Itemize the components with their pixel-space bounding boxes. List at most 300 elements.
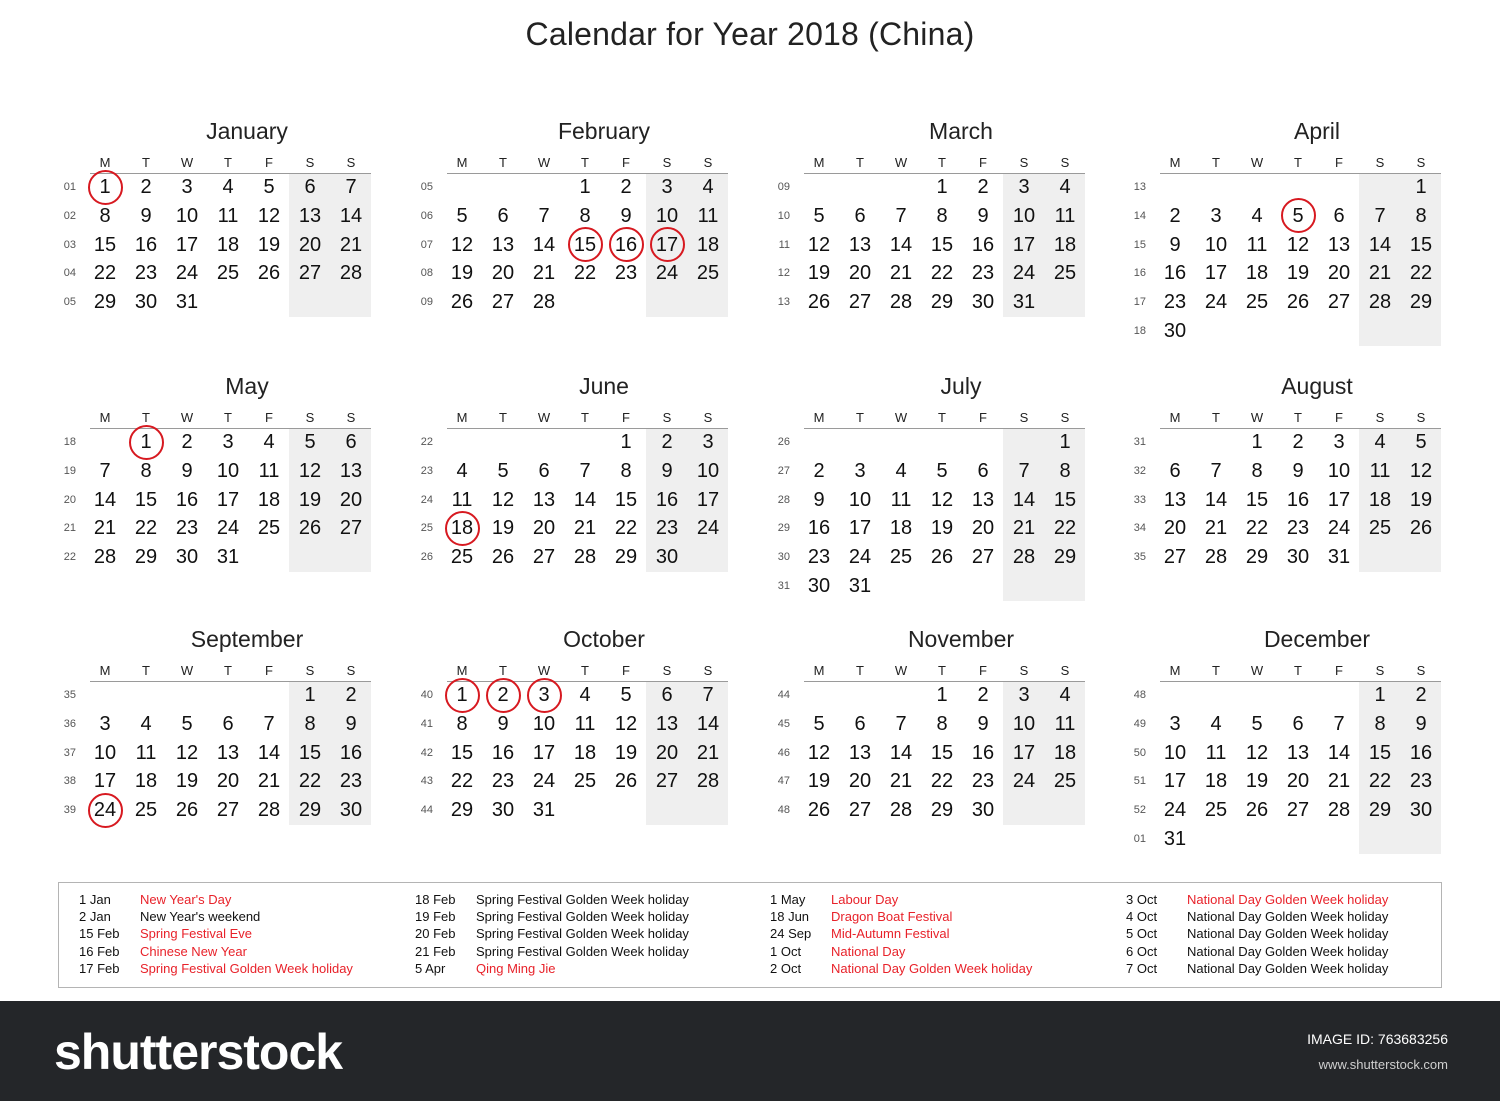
calendar-day: 22 bbox=[614, 517, 638, 540]
legend-date: 1 May bbox=[770, 892, 806, 907]
calendar-day: 3 bbox=[1169, 712, 1181, 735]
calendar-day: 31 bbox=[216, 546, 240, 569]
weekday-header: S bbox=[346, 410, 356, 425]
calendar-day: 16 bbox=[1286, 488, 1310, 511]
week-number: 50 bbox=[1133, 746, 1146, 759]
weekday-header: W bbox=[1250, 410, 1264, 425]
calendar-day: 15 bbox=[1368, 741, 1392, 764]
calendar-day: 16 bbox=[1163, 262, 1187, 285]
calendar-day: 9 bbox=[140, 204, 152, 227]
calendar-day: 13 bbox=[848, 233, 872, 256]
calendar-day: 5 bbox=[263, 176, 275, 198]
calendar-day: 20 bbox=[655, 741, 679, 764]
header-rule bbox=[804, 173, 1085, 174]
calendar-day: 6 bbox=[854, 204, 866, 227]
calendar-day: 31 bbox=[532, 799, 556, 822]
week-number: 45 bbox=[777, 717, 790, 730]
legend-holiday-name: National Day Golden Week holiday bbox=[1187, 943, 1389, 959]
calendar-day: 10 bbox=[1327, 459, 1351, 482]
calendar-day: 3 bbox=[1210, 204, 1222, 227]
calendar-day: 24 bbox=[1204, 291, 1228, 314]
calendar-day: 13 bbox=[1327, 233, 1351, 256]
week-number: 48 bbox=[1133, 689, 1146, 701]
calendar-day: 30 bbox=[1409, 799, 1433, 822]
holiday-date: 16 bbox=[606, 233, 646, 257]
week-number: 37 bbox=[63, 746, 76, 759]
weekday-header: T bbox=[581, 155, 589, 170]
calendar-day: 11 bbox=[1054, 712, 1076, 735]
weekday-header: T bbox=[499, 410, 507, 425]
week-number: 40 bbox=[420, 689, 433, 701]
calendar-day: 30 bbox=[339, 799, 363, 822]
calendar-day: 25 bbox=[1204, 799, 1228, 822]
calendar-day: 8 bbox=[936, 204, 948, 227]
calendar-day: 9 bbox=[345, 712, 357, 735]
weekday-header: S bbox=[662, 663, 672, 678]
holiday-date: 1 bbox=[442, 683, 482, 707]
calendar-day: 27 bbox=[491, 291, 515, 314]
calendar-day: 12 bbox=[450, 233, 474, 256]
calendar-day: 3 bbox=[1333, 431, 1345, 453]
calendar-day: 1 bbox=[620, 431, 632, 453]
calendar-day: 17 bbox=[1012, 741, 1036, 764]
month-january bbox=[62, 118, 402, 368]
calendar-day: 28 bbox=[339, 262, 363, 285]
legend-date: 21 Feb bbox=[415, 943, 456, 959]
legend-date: 20 Feb bbox=[415, 926, 456, 942]
holiday-date: 15 bbox=[565, 233, 605, 257]
calendar-day: 12 bbox=[1245, 741, 1269, 764]
month-may bbox=[62, 373, 402, 623]
calendar-day: 18 bbox=[573, 741, 597, 764]
legend-date: 1 Oct bbox=[770, 943, 802, 959]
calendar-day: 25 bbox=[1053, 770, 1077, 793]
weekday-header: M bbox=[99, 155, 111, 170]
legend-holiday-name: National Day Golden Week holiday bbox=[1187, 926, 1389, 942]
week-number: 43 bbox=[420, 775, 433, 788]
calendar-day: 12 bbox=[1409, 459, 1433, 482]
week-number: 36 bbox=[63, 717, 76, 730]
week-number: 13 bbox=[777, 296, 790, 309]
calendar-day: 7 bbox=[99, 459, 111, 482]
calendar-day: 7 bbox=[895, 712, 907, 735]
weekday-header: S bbox=[1375, 155, 1385, 170]
calendar-day: 17 bbox=[1163, 770, 1187, 793]
calendar-day: 18 bbox=[216, 233, 240, 256]
legend-date: 1 Jan bbox=[79, 892, 111, 907]
calendar-day: 20 bbox=[1327, 262, 1351, 285]
header-rule bbox=[447, 173, 728, 174]
legend-holiday-name: National Day Golden Week holiday bbox=[1187, 960, 1389, 976]
calendar-day: 2 bbox=[1415, 684, 1427, 706]
week-number: 38 bbox=[63, 775, 76, 788]
calendar-day: 9 bbox=[181, 459, 193, 482]
calendar-day: 1 bbox=[936, 684, 948, 706]
calendar-day: 26 bbox=[257, 262, 281, 285]
calendar-day: 6 bbox=[1333, 204, 1345, 227]
calendar-day: 21 bbox=[889, 770, 913, 793]
week-number: 35 bbox=[1133, 551, 1146, 564]
calendar-day: 8 bbox=[1374, 712, 1386, 735]
calendar-day: 28 bbox=[1368, 291, 1392, 314]
calendar-day: 8 bbox=[456, 712, 468, 735]
calendar-day: 10 bbox=[848, 488, 872, 511]
calendar-day: 15 bbox=[1245, 488, 1269, 511]
weekday-header: W bbox=[180, 663, 194, 678]
weekday-header: T bbox=[856, 410, 864, 425]
calendar-day: 13 bbox=[339, 459, 363, 482]
weekday-header: S bbox=[703, 663, 713, 678]
weekday-header: S bbox=[1060, 155, 1070, 170]
week-number: 18 bbox=[63, 436, 76, 448]
calendar-day: 26 bbox=[1409, 517, 1433, 540]
calendar-day: 18 bbox=[1053, 741, 1077, 764]
calendar-day: 10 bbox=[1204, 233, 1228, 256]
weekday-header: S bbox=[1375, 410, 1385, 425]
calendar-day: 22 bbox=[1245, 517, 1269, 540]
month-november bbox=[776, 626, 1116, 876]
calendar-day: 15 bbox=[450, 741, 474, 764]
calendar-day: 12 bbox=[930, 488, 954, 511]
calendar-day: 16 bbox=[134, 233, 158, 256]
week-number: 01 bbox=[63, 181, 76, 193]
calendar-day: 16 bbox=[655, 488, 679, 511]
calendar-day: 2 bbox=[977, 176, 989, 198]
week-number: 19 bbox=[63, 464, 76, 477]
calendar-day: 10 bbox=[93, 741, 117, 764]
calendar-day: 3 bbox=[854, 459, 866, 482]
calendar-day: 3 bbox=[181, 176, 193, 198]
calendar-day: 8 bbox=[99, 204, 111, 227]
calendar-day: 29 bbox=[93, 291, 117, 314]
week-number: 26 bbox=[777, 436, 790, 448]
calendar-day: 4 bbox=[456, 459, 468, 482]
calendar-day: 28 bbox=[1204, 546, 1228, 569]
calendar-day: 22 bbox=[930, 262, 954, 285]
weekday-header: F bbox=[265, 410, 273, 425]
weekday-header: F bbox=[1335, 663, 1343, 678]
week-number: 07 bbox=[420, 238, 433, 251]
month-title: October bbox=[563, 626, 645, 652]
calendar-day: 27 bbox=[298, 262, 322, 285]
calendar-day: 21 bbox=[573, 517, 597, 540]
weekday-header: T bbox=[581, 410, 589, 425]
calendar-day: 29 bbox=[134, 546, 158, 569]
weekday-header: T bbox=[142, 155, 150, 170]
weekday-header: F bbox=[979, 410, 987, 425]
calendar-day: 18 bbox=[1053, 233, 1077, 256]
legend-holiday-name: Spring Festival Eve bbox=[140, 926, 252, 942]
calendar-day: 24 bbox=[1012, 262, 1036, 285]
week-number: 51 bbox=[1133, 775, 1146, 788]
weekday-header: M bbox=[99, 410, 111, 425]
calendar-day: 11 bbox=[258, 459, 280, 482]
calendar-day: 4 bbox=[140, 712, 152, 735]
calendar-day: 4 bbox=[1210, 712, 1222, 735]
calendar-day: 7 bbox=[538, 204, 550, 227]
calendar-day: 2 bbox=[1169, 204, 1181, 227]
calendar-day: 25 bbox=[696, 262, 720, 285]
calendar-day: 20 bbox=[1286, 770, 1310, 793]
calendar-day: 14 bbox=[696, 712, 720, 735]
weekday-header: T bbox=[581, 663, 589, 678]
calendar-day: 4 bbox=[263, 431, 275, 453]
week-number: 44 bbox=[420, 804, 433, 817]
calendar-day: 9 bbox=[977, 712, 989, 735]
calendar-day: 11 bbox=[1205, 741, 1227, 764]
calendar-day: 19 bbox=[930, 517, 954, 540]
calendar-day: 28 bbox=[1012, 546, 1036, 569]
calendar-day: 14 bbox=[1327, 741, 1351, 764]
calendar-day: 21 bbox=[532, 262, 556, 285]
calendar-day: 12 bbox=[175, 741, 199, 764]
month-june bbox=[419, 373, 759, 623]
calendar-day: 10 bbox=[216, 459, 240, 482]
header-rule bbox=[447, 681, 728, 682]
weekday-header: S bbox=[703, 155, 713, 170]
calendar-day: 2 bbox=[345, 684, 357, 706]
header-rule bbox=[90, 428, 371, 429]
calendar-day: 2 bbox=[620, 176, 632, 198]
weekday-header: W bbox=[537, 155, 551, 170]
weekday-header: T bbox=[224, 663, 232, 678]
header-rule bbox=[90, 173, 371, 174]
weekday-header: M bbox=[813, 410, 825, 425]
week-number: 25 bbox=[420, 522, 433, 535]
calendar-day: 24 bbox=[696, 517, 720, 540]
holiday-date: 18 bbox=[442, 516, 482, 540]
calendar-day: 14 bbox=[93, 488, 117, 511]
calendar-day: 20 bbox=[1163, 517, 1187, 540]
calendar-day: 16 bbox=[807, 517, 831, 540]
calendar-day: 23 bbox=[655, 517, 679, 540]
month-title: March bbox=[929, 118, 993, 144]
calendar-day: 22 bbox=[450, 770, 474, 793]
weekday-header: S bbox=[1019, 155, 1029, 170]
calendar-day: 14 bbox=[889, 233, 913, 256]
legend-holiday-name: Spring Festival Golden Week holiday bbox=[140, 960, 353, 976]
legend-holiday-name: Spring Festival Golden Week holiday bbox=[476, 926, 689, 942]
week-number: 46 bbox=[777, 746, 790, 759]
week-number: 23 bbox=[420, 464, 433, 477]
calendar-day: 17 bbox=[532, 741, 556, 764]
calendar-day: 10 bbox=[1012, 712, 1036, 735]
calendar-day: 29 bbox=[930, 291, 954, 314]
legend-holiday-name: National Day Golden Week holiday bbox=[1187, 892, 1389, 907]
calendar-day: 30 bbox=[807, 575, 831, 597]
weekday-header: F bbox=[622, 410, 630, 425]
calendar-day: 21 bbox=[1204, 517, 1228, 540]
week-number: 17 bbox=[1133, 296, 1146, 309]
calendar-day: 24 bbox=[848, 546, 872, 569]
calendar-day: 14 bbox=[339, 204, 363, 227]
calendar-day: 16 bbox=[1409, 741, 1433, 764]
legend-holiday-name: Chinese New Year bbox=[140, 943, 247, 959]
calendar-day: 25 bbox=[216, 262, 240, 285]
weekday-header: T bbox=[142, 410, 150, 425]
calendar-day: 18 bbox=[1368, 488, 1392, 511]
legend-holiday-name: Spring Festival Golden Week holiday bbox=[476, 909, 689, 925]
calendar-day: 6 bbox=[1292, 712, 1304, 735]
weekday-header: T bbox=[142, 663, 150, 678]
calendar-day: 18 bbox=[696, 233, 720, 256]
header-rule bbox=[447, 428, 728, 429]
calendar-day: 27 bbox=[848, 799, 872, 822]
calendar-day: 9 bbox=[1292, 459, 1304, 482]
calendar-day: 1 bbox=[1251, 431, 1263, 453]
calendar-day: 10 bbox=[532, 712, 556, 735]
legend-date: 2 Jan bbox=[79, 909, 111, 925]
calendar-day: 5 bbox=[1251, 712, 1263, 735]
legend-date: 24 Sep bbox=[770, 926, 812, 942]
calendar-day: 26 bbox=[807, 291, 831, 314]
week-number: 09 bbox=[420, 296, 433, 309]
calendar-day: 28 bbox=[573, 546, 597, 569]
weekday-header: M bbox=[1169, 410, 1181, 425]
week-number: 22 bbox=[63, 551, 76, 564]
calendar-day: 20 bbox=[491, 262, 515, 285]
watermark-url: www.shutterstock.com bbox=[1318, 1057, 1448, 1072]
calendar-day: 30 bbox=[655, 546, 679, 569]
legend-date: 5 Oct bbox=[1126, 926, 1158, 942]
calendar-day: 8 bbox=[936, 712, 948, 735]
weekday-header: W bbox=[894, 663, 908, 678]
weekday-header: W bbox=[180, 410, 194, 425]
calendar-day: 25 bbox=[450, 546, 474, 569]
weekday-header: M bbox=[456, 663, 468, 678]
calendar-day: 13 bbox=[655, 712, 679, 735]
calendar-day: 2 bbox=[813, 459, 825, 482]
calendar-day: 20 bbox=[848, 262, 872, 285]
calendar-day: 1 bbox=[579, 176, 591, 198]
calendar-day: 29 bbox=[614, 546, 638, 569]
weekday-header: F bbox=[265, 155, 273, 170]
calendar-day: 5 bbox=[936, 459, 948, 482]
calendar-day: 3 bbox=[661, 176, 673, 198]
calendar-day: 22 bbox=[573, 262, 597, 285]
calendar-day: 19 bbox=[1245, 770, 1269, 793]
week-number: 33 bbox=[1133, 493, 1146, 506]
holiday-date: 1 bbox=[85, 175, 125, 199]
calendar-day: 2 bbox=[661, 431, 673, 453]
legend-holiday-name: Spring Festival Golden Week holiday bbox=[476, 943, 689, 959]
calendar-day: 20 bbox=[298, 233, 322, 256]
month-august bbox=[1132, 373, 1472, 623]
weekday-header: W bbox=[1250, 155, 1264, 170]
calendar-day: 18 bbox=[1245, 262, 1269, 285]
calendar-day: 15 bbox=[930, 233, 954, 256]
legend-date: 4 Oct bbox=[1126, 909, 1158, 925]
calendar-day: 6 bbox=[497, 204, 509, 227]
calendar-day: 11 bbox=[451, 488, 473, 511]
weekday-header: W bbox=[537, 410, 551, 425]
week-number: 13 bbox=[1133, 181, 1146, 193]
calendar-day: 28 bbox=[696, 770, 720, 793]
calendar-day: 26 bbox=[450, 291, 474, 314]
legend-holiday-name: National Day bbox=[831, 943, 906, 959]
calendar-day: 30 bbox=[1286, 546, 1310, 569]
week-number: 28 bbox=[777, 493, 790, 506]
calendar-day: 15 bbox=[298, 741, 322, 764]
week-number: 12 bbox=[777, 267, 790, 280]
week-number: 29 bbox=[777, 522, 790, 535]
calendar-day: 11 bbox=[697, 204, 719, 227]
calendar-day: 31 bbox=[848, 575, 872, 597]
calendar-day: 11 bbox=[1054, 204, 1076, 227]
calendar-day: 4 bbox=[702, 176, 714, 198]
weekday-header: M bbox=[813, 663, 825, 678]
calendar-day: 18 bbox=[134, 770, 158, 793]
calendar-day: 14 bbox=[257, 741, 281, 764]
calendar-day: 4 bbox=[579, 684, 591, 706]
weekday-header: S bbox=[346, 155, 356, 170]
weekday-header: T bbox=[1294, 410, 1302, 425]
week-number: 22 bbox=[420, 436, 433, 448]
calendar-day: 25 bbox=[257, 517, 281, 540]
calendar-day: 26 bbox=[1286, 291, 1310, 314]
image-id-label: IMAGE ID: 763683256 bbox=[1307, 1031, 1448, 1047]
calendar-day: 24 bbox=[532, 770, 556, 793]
weekday-header: T bbox=[938, 663, 946, 678]
calendar-day: 20 bbox=[339, 488, 363, 511]
calendar-day: 21 bbox=[93, 517, 117, 540]
weekday-header: M bbox=[456, 155, 468, 170]
calendar-day: 29 bbox=[930, 799, 954, 822]
calendar-day: 15 bbox=[134, 488, 158, 511]
calendar-day: 25 bbox=[1053, 262, 1077, 285]
calendar-day: 19 bbox=[1286, 262, 1310, 285]
weekday-header: S bbox=[1060, 410, 1070, 425]
weekday-header: S bbox=[305, 155, 315, 170]
calendar-day: 21 bbox=[696, 741, 720, 764]
weekday-header: M bbox=[813, 155, 825, 170]
calendar-day: 1 bbox=[1374, 684, 1386, 706]
weekday-header: T bbox=[938, 155, 946, 170]
calendar-day: 12 bbox=[257, 204, 281, 227]
month-title: November bbox=[907, 626, 1015, 652]
month-title: August bbox=[1281, 373, 1353, 399]
calendar-day: 15 bbox=[930, 741, 954, 764]
legend-date: 16 Feb bbox=[79, 943, 120, 959]
calendar-day: 24 bbox=[1327, 517, 1351, 540]
weekday-header: W bbox=[894, 410, 908, 425]
calendar-day: 20 bbox=[216, 770, 240, 793]
calendar-day: 3 bbox=[222, 431, 234, 453]
calendar-day: 23 bbox=[1409, 770, 1433, 793]
calendar-day: 16 bbox=[971, 233, 995, 256]
legend-date: 15 Feb bbox=[79, 926, 120, 942]
legend-holiday-name: New Year's weekend bbox=[140, 909, 261, 925]
week-number: 32 bbox=[1133, 464, 1146, 477]
calendar-day: 30 bbox=[175, 546, 199, 569]
calendar-day: 21 bbox=[1012, 517, 1036, 540]
calendar-day: 17 bbox=[696, 488, 720, 511]
calendar-day: 6 bbox=[1169, 459, 1181, 482]
calendar-day: 26 bbox=[491, 546, 515, 569]
calendar-day: 25 bbox=[1368, 517, 1392, 540]
weekday-header: W bbox=[537, 663, 551, 678]
calendar-day: 29 bbox=[298, 799, 322, 822]
calendar-day: 20 bbox=[971, 517, 995, 540]
week-number: 42 bbox=[420, 746, 433, 759]
month-title: May bbox=[225, 373, 269, 399]
calendar-day: 5 bbox=[304, 431, 316, 453]
calendar-day: 22 bbox=[1053, 517, 1077, 540]
calendar-day: 7 bbox=[1374, 204, 1386, 227]
calendar-day: 18 bbox=[1204, 770, 1228, 793]
calendar-day: 14 bbox=[1204, 488, 1228, 511]
calendar-day: 28 bbox=[93, 546, 117, 569]
